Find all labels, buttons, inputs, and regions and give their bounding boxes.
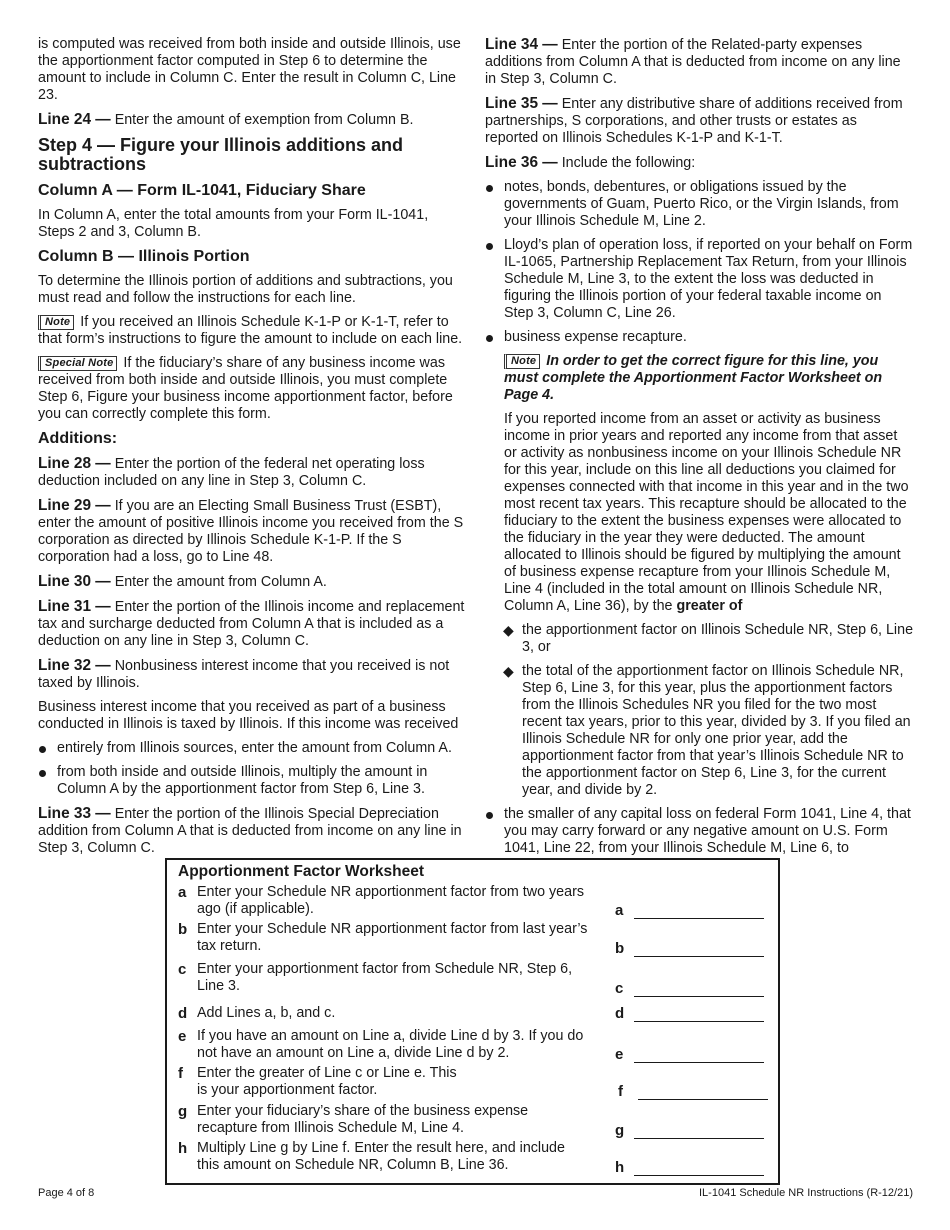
line-29: Line 29 — If you are an Electing Small Business Trust (ESBT), enter the amount of positive Illinois income you received from the S corporation as directed by Illinois Schedule K-1-P. If the S corporation had a loss, go to Line 48. [38, 497, 464, 565]
note-tag-icon: Note [38, 315, 74, 330]
line-a-field[interactable] [634, 903, 764, 919]
list-item: entirely from Illinois sources, enter the amount from Column A. [38, 740, 466, 757]
line-30: Line 30 — Enter the amount from Column A. [38, 573, 327, 590]
line-24: Line 24 — Enter the amount of exemption from Column B. [38, 111, 414, 128]
list-item: ◆ the apportionment factor on Illinois Schedule NR, Step 6, Line 3, or [503, 622, 913, 656]
right-column [485, 36, 913, 864]
list-item: notes, bonds, debentures, or obligations issued by the governments of Guam, Puerto Rico, or the Virgin Islands, from your Illinois Schedule M, Line 2. [485, 179, 913, 230]
additions-heading: Additions: [38, 430, 118, 447]
form-identifier: IL-1041 Schedule NR Instructions (R-12/21) [699, 1187, 913, 1199]
note-schedule-k1: Note If you received an Illinois Schedule K-1-P or K-1-T, refer to that form’s instructions to figure the amount to include on each line. [38, 314, 463, 347]
worksheet-title: Apportionment Factor Worksheet [178, 863, 425, 880]
line-31: Line 31 — Enter the portion of the Illinois income and replacement tax and surcharge deducted from Column A that is included as a deduction on any line in Step 3, Column C. [38, 598, 465, 649]
line-35: Line 35 — Enter any distributive share of additions received from partnerships, S corporations, and other trusts or estates as reported on Illinois Schedules K-1-P and K-1-T. [485, 95, 903, 146]
line-c-field[interactable] [634, 981, 764, 997]
line-e-field[interactable] [634, 1047, 764, 1063]
line-33: Line 33 — Enter the portion of the Illinois Special Depreciation addition from Column A that is deducted from income on any line in Step 3, Column C. [38, 805, 462, 856]
line-36: Line 36 — Include the following: [485, 154, 696, 171]
list-item: business expense recapture. [485, 329, 913, 346]
column-a-text: In Column A, enter the total amounts from your Form IL-1041, Steps 2 and 3, Column B. [38, 207, 429, 240]
greater-of-list [503, 622, 913, 799]
list-item: ◆ the total of the apportionment factor on Illinois Schedule NR, Step 6, Line 3, for this year, plus the apportionment factors from the Illinois Schedules NR you filed for the two most recent tax years, prior to this year, divided by 3. If you filed an Illinois Schedule NR for only one prior year, add the apportionment factor from that year’s Illinois Schedule NR to the apportionment factor on Step 6, Line 3, for the current year, and divide by 2. [503, 663, 913, 799]
line-32-paragraph: Business interest income that you received as part of a business conducted in Illinois is taxed by Illinois. If this income was received [38, 699, 459, 732]
list-item: the smaller of any capital loss on federal Form 1041, Line 4, that you may carry forward or any negative amount on U.S. Form 1041, Line 22, from your Illinois Schedule M, Line 6, to [485, 806, 913, 857]
left-column [38, 36, 466, 864]
note-worksheet: Note In order to get the correct figure for this line, you must complete the Apportionment Factor Worksheet on Page 4. [504, 353, 883, 403]
capital-loss-bullet [485, 806, 913, 857]
special-note-tag-icon: Special Note [38, 356, 117, 371]
recapture-paragraph: If you reported income from an asset or activity as business income in prior years and reported any income from that asset or activity as nonbusiness income on your Illinois Schedule NR for this year, include on this line all deductions you claimed for expenses connected with that income in this year and in the two most recent tax years. This recapture should be allocated to the fiduciary to the extent the business expenses were allocated to the fiduciary in the year they were deducted. The amount allocated to Illinois should be figured by multiplying the amount of business expense recapture from your Illinois Schedule M, Line 4 (included in the total amount on Illinois Schedule NR, Column A, Line 36), by the greater of [504, 411, 909, 614]
line-36-bullets [485, 179, 913, 346]
line-b-field[interactable] [634, 941, 764, 957]
list-item: Lloyd’s plan of operation loss, if reported on your behalf on Form IL-1065, Partnership Replacement Tax Return, from your Illinois Schedule M, Line 3, to the extent the loss was deducted in figuring the Illinois portion of your federal taxable income on Step 3, Column C, Line 26. [485, 237, 913, 322]
step-4-heading: Step 4 — Figure your Illinois additions and subtractions [38, 135, 404, 174]
line-g-field[interactable] [634, 1123, 764, 1139]
list-item: from both inside and outside Illinois, multiply the amount in Column A by the apportionment factor from Step 6, Line 3. [38, 764, 466, 798]
line-d-field[interactable] [634, 1006, 764, 1022]
line-34: Line 34 — Enter the portion of the Related-party expenses additions from Column A that is deducted from income on any line in Step 3, Column C. [485, 36, 901, 87]
line-32-bullets [38, 740, 466, 798]
special-note: Special Note If the fiduciary’s share of any business income was received from both inside and outside Illinois, you must complete Step 6, Figure your business income apportionment factor, before you can correctly complete this form. [38, 355, 453, 422]
note-tag-icon: Note [504, 354, 540, 369]
line-f-field[interactable] [638, 1084, 768, 1100]
line-28: Line 28 — Enter the portion of the federal net operating loss deduction included on any line in Step 3, Column C. [38, 455, 425, 489]
page-number: Page 4 of 8 [38, 1187, 95, 1199]
column-b-text: To determine the Illinois portion of additions and subtractions, you must read and follow the instructions for each line. [38, 273, 453, 306]
apportionment-factor-worksheet: Apportionment Factor Worksheet a Enter your Schedule NR apportionment factor from two years ago (if applicable). a b Enter your Schedule NR apportionment factor from last year’s tax return. b c Enter your apportionment factor from Schedule NR, Step 6, Line 3. c d Add Lines a, b, and c. d e If you have an amount on Line a, divide Line d by 3. If you do not have an amount on Line a, divide Line d by 2. e f Enter the greater of Line c or Line e. This is your apportionment factor. f g Enter your fiduciary’s share of the business expense recapture from Illinois Schedule M, Line 4. g h Multiply Line g by Line f. Enter the result here, and include this amount on Schedule NR, Column B, Line 36. h [165, 858, 780, 1185]
continued-text: is computed was received from both inside and outside Illinois, use the apportionment factor computed in Step 6 to determine the amount to include in Column C. Enter the result in Column C, Line 23. [38, 36, 461, 103]
column-a-heading: Column A — Form IL-1041, Fiduciary Share [38, 182, 366, 199]
column-b-heading: Column B — Illinois Portion [38, 248, 250, 265]
line-h-field[interactable] [634, 1160, 764, 1176]
line-32: Line 32 — Nonbusiness interest income that you received is not taxed by Illinois. [38, 657, 450, 691]
